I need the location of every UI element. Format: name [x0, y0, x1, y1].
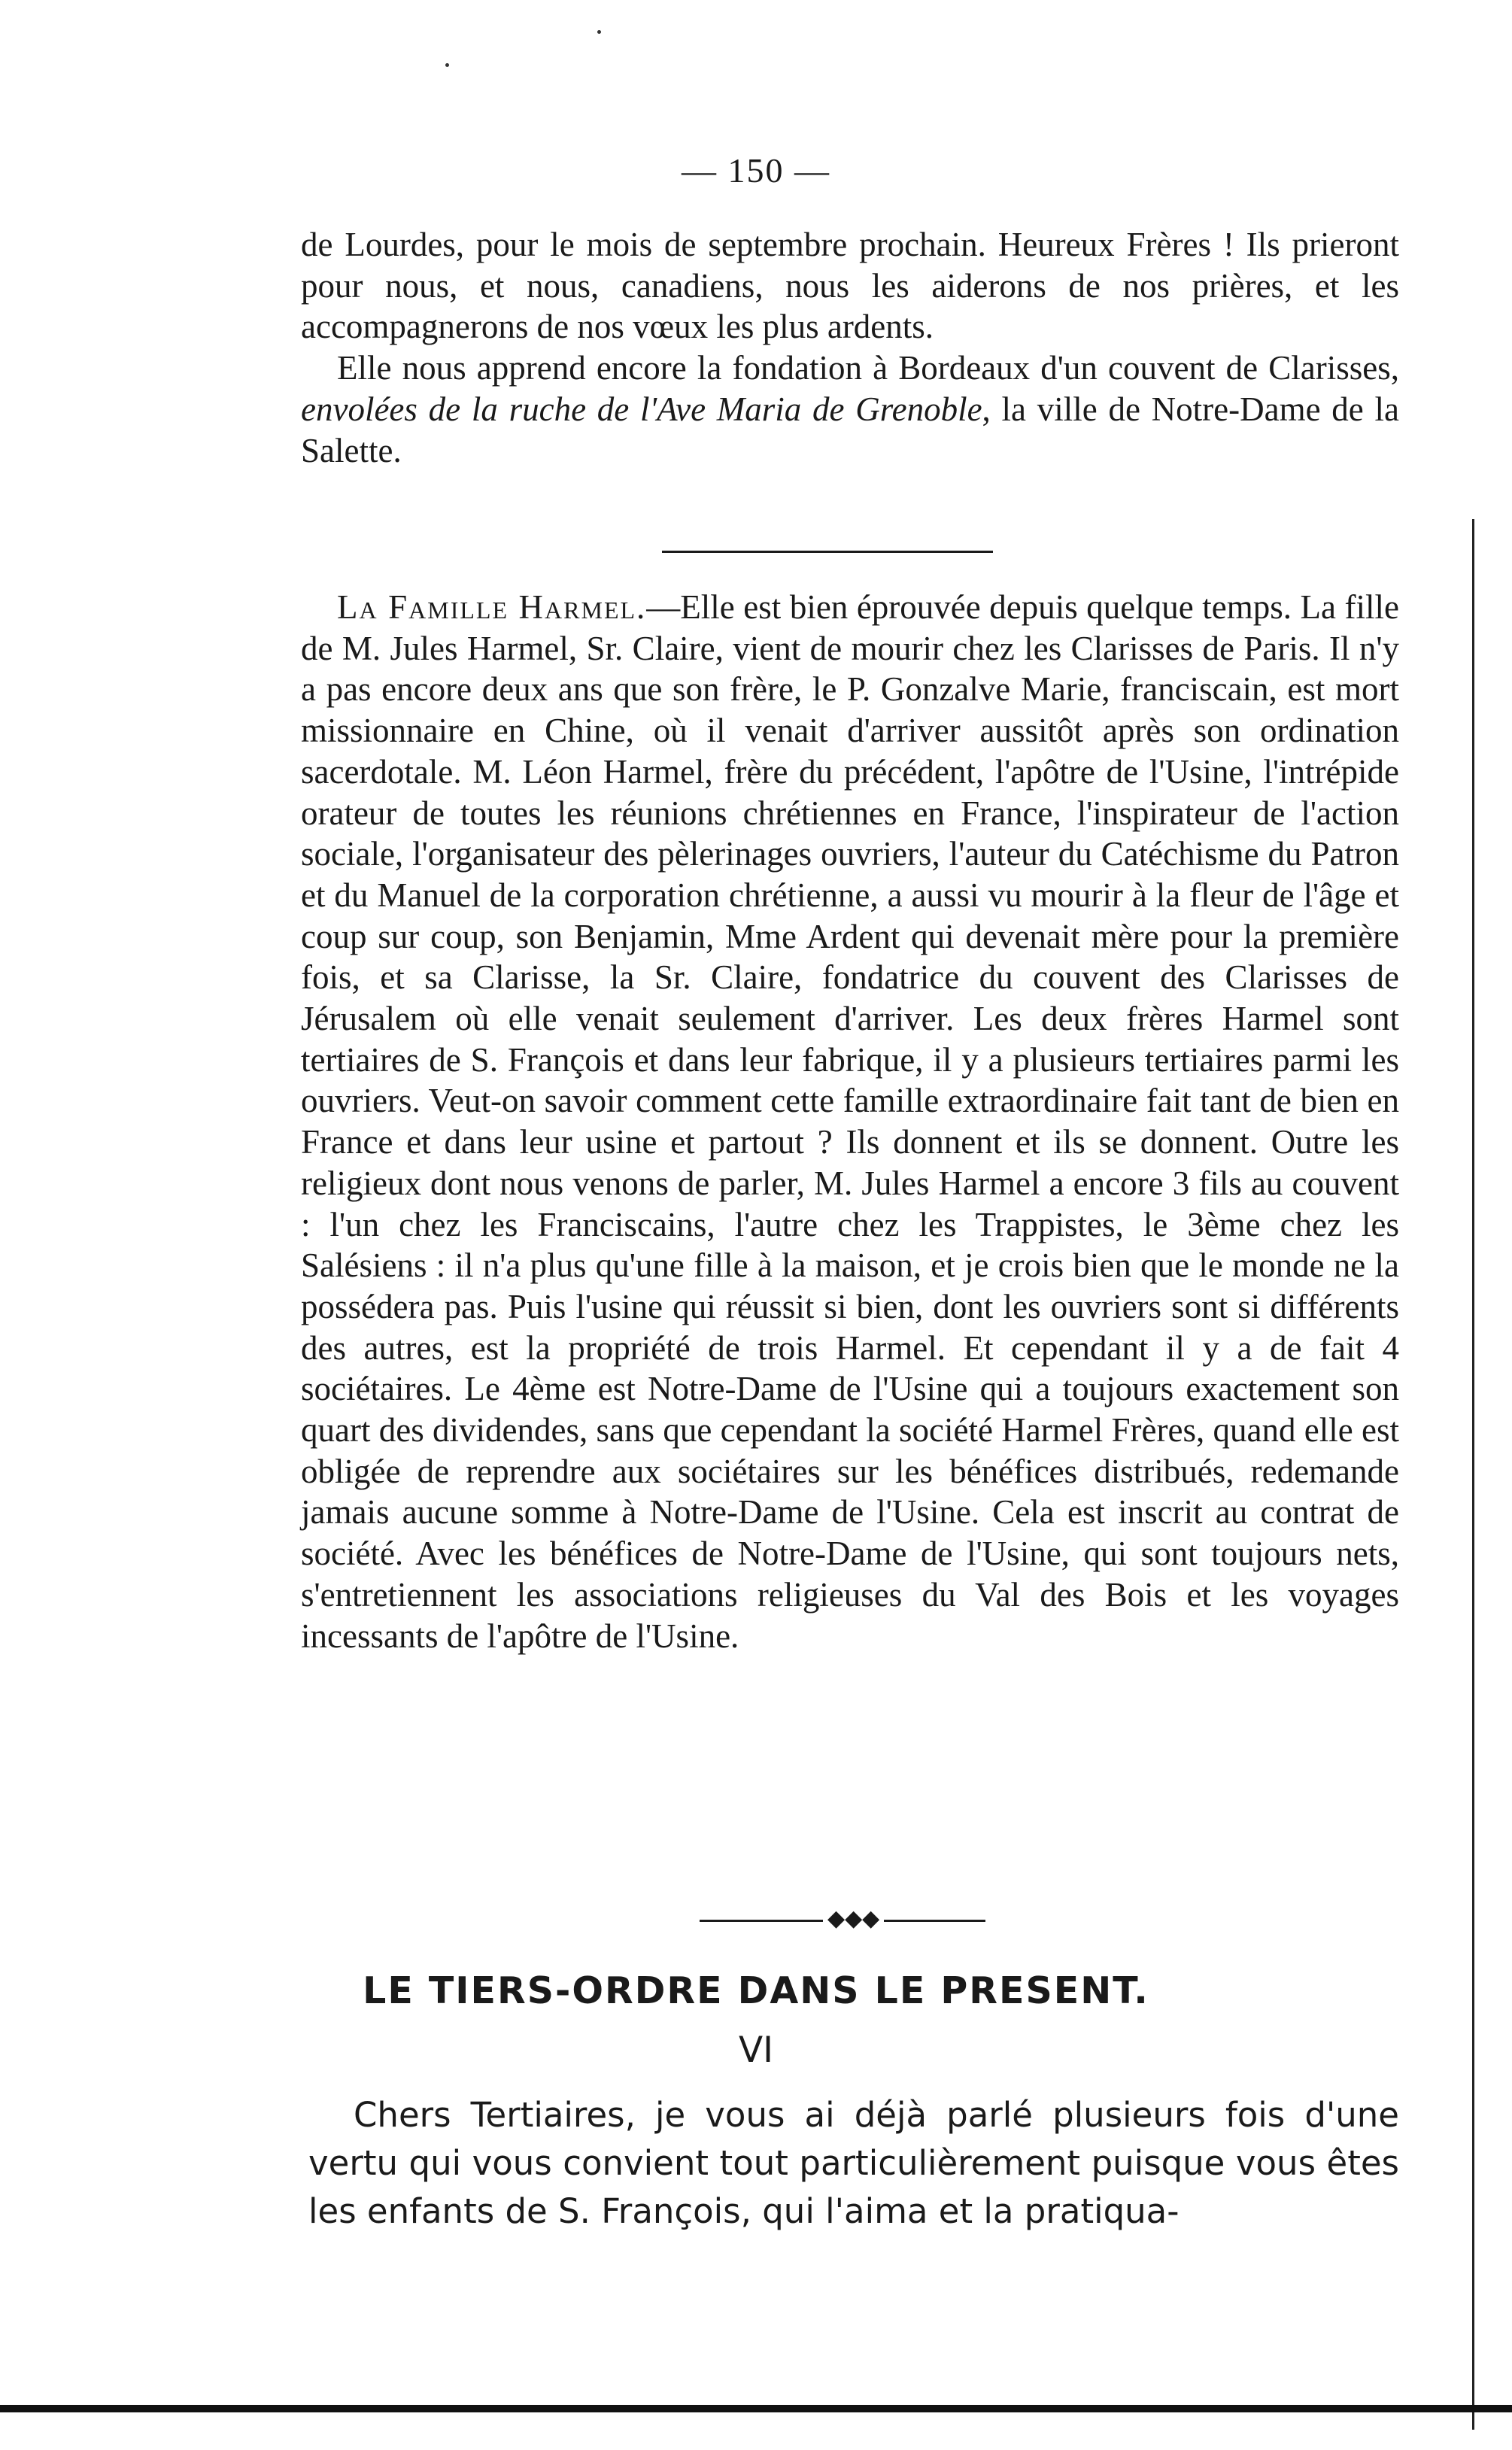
intro-paragraph-2-end: , la ville de Notre-Dame de la Salette.: [301, 390, 1399, 469]
page-right-edge: [1472, 519, 1474, 2430]
scan-speck: [597, 30, 601, 34]
intro-paragraph-1: de Lourdes, pour le mois de septembre prochain. Heureux Frères ! Ils prieront pour nous, et nous, canadiens, nous les aiderons de nos prières, et les accompagnerons de nos vœux les plus ardents.: [301, 226, 1399, 346]
intro-paragraph-2-start: Elle nous apprend encore la fondation à Bordeaux d'un couvent de Clarisses,: [337, 349, 1399, 387]
intro-paragraph-2: [301, 348, 1399, 471]
intro-paragraph-2-italic: envolées de la ruche de l'Ave Maria de Grenoble: [301, 390, 982, 428]
page-bottom-edge: [0, 2405, 1512, 2412]
famille-text: —Elle est bien éprouvée depuis quelque temps. La fille de M. Jules Harmel, Sr. Claire, vient de mourir chez les Clarisses de Paris. Il n'y a pas encore deux ans que son frère, le P. Gonzalve Marie, franciscain, est mort missionnaire en Chine, où il venait d'arriver aussitôt après son ordination sacerdotale. M. Léon Harmel, frère du précédent, l'apôtre de l'Usine, l'intrépide orateur de toutes les réunions chrétiennes en France, l'inspirateur de l'action sociale, l'organisateur des pèlerinages ouvriers, l'auteur du Catéchisme du Patron et du Manuel de la corporation chrétienne, a aussi vu mourir à la fleur de l'âge et coup sur coup, son Benjamin, Mme Ardent qui devenait mère pour la première fois, et sa Clarisse, la Sr. Claire, fondatrice du couvent des Clarisses de Jérusalem où elle venait seulement d'arriver. Les deux frères Harmel sont tertiaires de S. François et dans leur fabrique, il y a plusieurs tertiaires parmi les ouvriers. Veut-on savoir comment cette famille extraordinaire fait tant de bien en France et dans leur usine et partout ? Ils donnent et ils se donnent. Outre les religieux dont nous venons de parler, M. Jules Harmel a encore 3 fils au couvent : l'un chez les Franciscains, l'autre chez les Trappistes, le 3ème chez les Salésiens : il n'a plus qu'une fille à la maison, et je crois bien que le monde ne la possédera pas. Puis l'usine qui réussit si bien, dont les ouvriers sont si différents des autres, est la propriété de trois Harmel. Et cependant il y a de fait 4 sociétaires. Le 4ème est Notre-Dame de l'Usine qui a toujours exactement son quart des dividendes, sans que cependant la société Harmel Frères, quand elle est obligée de reprendre aux sociétaires sur les bénéfices distribués, redemande jamais aucune somme à Notre-Dame de l'Usine. Cela est inscrit au contrat de société. Avec les bénéfices de Notre-Dame de l'Usine, qui sont toujours nets, s'entretiennent les associations religieuses du Val des Bois et les voyages incessants de l'apôtre de l'Usine.: [301, 588, 1399, 1655]
famille-block: [301, 587, 1399, 1656]
scan-speck: [445, 63, 449, 67]
section-divider-rule: [662, 551, 993, 553]
intro-block: [301, 224, 1399, 471]
section-paragraph: Chers Tertiaires, je vous ai déjà parlé plusieurs fois d'une vertu qui vous convient tout particulièrement puisque vous êtes les enfants de S. François, qui l'aima et la pratiqua-: [308, 2095, 1399, 2231]
section-body: [308, 2091, 1399, 2236]
famille-title: La Famille Harmel.: [337, 588, 647, 626]
section-number: VI: [738, 2030, 773, 2071]
famille-paragraph: [301, 587, 1399, 1656]
section-title: LE TIERS-ORDRE DANS LE PRESENT.: [363, 1969, 1149, 2012]
page-number: — 150 —: [682, 151, 830, 190]
ornament-icon: ◆◆◆: [823, 1908, 884, 1930]
